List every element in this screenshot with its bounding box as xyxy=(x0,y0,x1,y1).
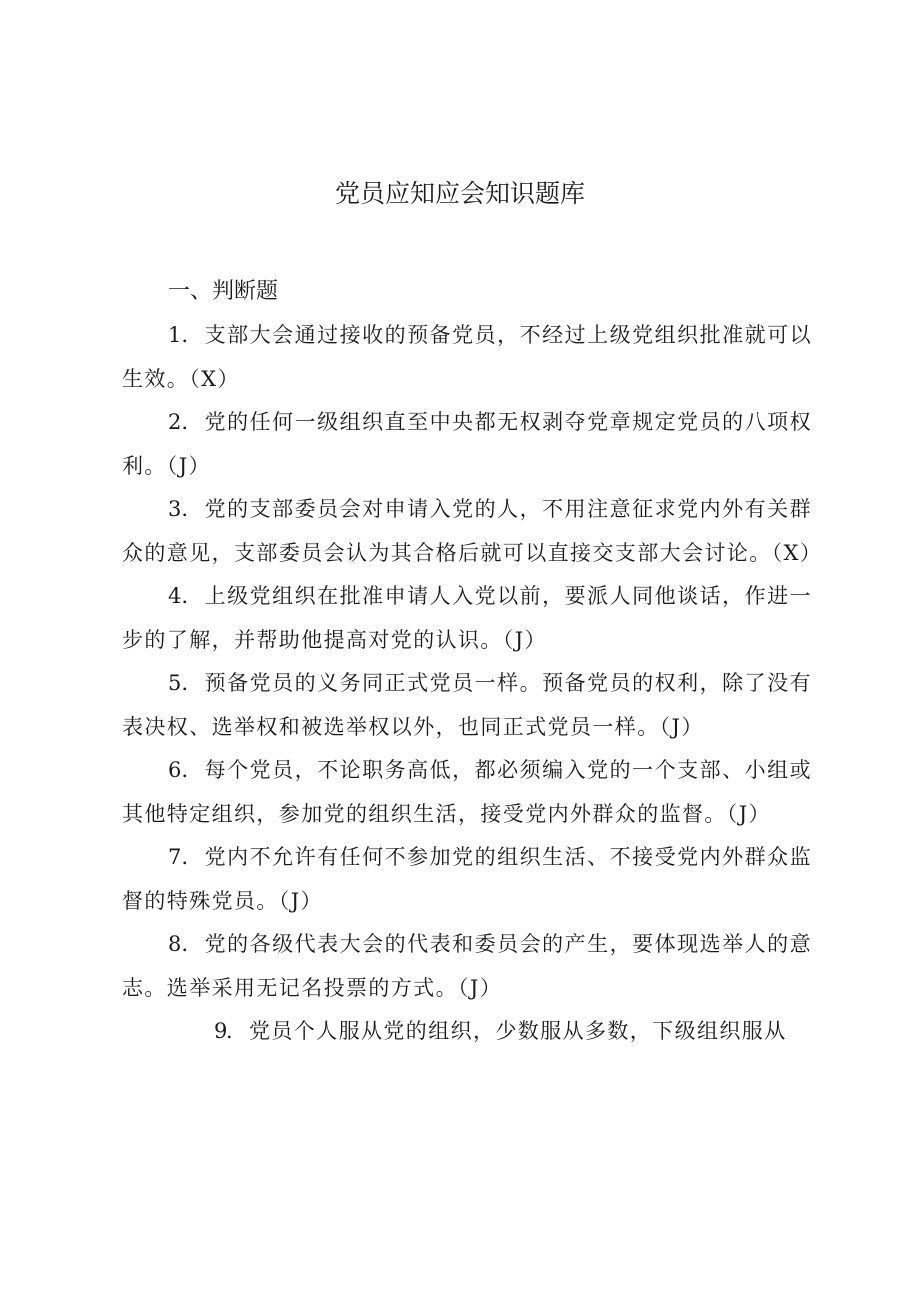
page-title: 党员应知应会知识题库 xyxy=(334,179,585,208)
list-item xyxy=(122,662,812,749)
item-number: 3 xyxy=(168,497,182,521)
item-separator: ． xyxy=(181,758,203,782)
item-number: 8 xyxy=(168,932,182,956)
item-number: 2 xyxy=(168,410,182,434)
item-separator: ． xyxy=(181,845,203,869)
item-text: 党内不允许有任何不参加党的组织生活、不接受党内外群众监督的特殊党员。（J） xyxy=(122,845,812,913)
item-separator: ． xyxy=(181,584,203,608)
list-item xyxy=(122,314,812,401)
item-text: 党的各级代表大会的代表和委员会的产生，要体现选举人的意志。选举采用无记名投票的方式。（J） xyxy=(122,932,812,1000)
item-text: 上级党组织在批准申请人入党以前，要派人同他谈话，作进一步的了解，并帮助他提高对党的认识。（J） xyxy=(122,584,812,652)
item-number: 9 xyxy=(214,1019,228,1043)
list-item xyxy=(122,488,823,575)
item-text: 预备党员的义务同正式党员一样。预备党员的权利，除了没有表决权、选举权和被选举权以外，也同正式党员一样。（J） xyxy=(122,671,812,739)
section-heading: 一、判断题 xyxy=(168,279,279,304)
item-text: 党的支部委员会对申请入党的人，不用注意征求党内外有关群众的意见，支部委员会认为其合格后就可以直接交支部大会讨论。（X） xyxy=(122,497,823,565)
item-number: 1 xyxy=(168,323,182,347)
list-item xyxy=(122,401,812,488)
item-text: 党的任何一级组织直至中央都无权剥夺党章规定党员的八项权利。（J） xyxy=(122,410,812,478)
list-item xyxy=(122,836,812,923)
list-item xyxy=(122,1010,812,1054)
item-separator: ． xyxy=(226,1019,247,1043)
item-text: 党员个人服从党的组织，少数服从多数，下级组织服从 xyxy=(249,1019,787,1043)
item-separator: ． xyxy=(181,932,203,956)
item-text: 支部大会通过接收的预备党员，不经过上级党组织批准就可以生效。（X） xyxy=(122,323,812,391)
item-number: 6 xyxy=(168,758,182,782)
list-item xyxy=(122,749,812,836)
item-number: 4 xyxy=(168,584,182,608)
item-separator: ． xyxy=(181,671,203,695)
list-item xyxy=(122,923,812,1010)
question-list xyxy=(122,314,823,1054)
item-separator: ． xyxy=(181,410,203,434)
item-number: 5 xyxy=(168,671,182,695)
list-item xyxy=(122,575,812,662)
item-text: 每个党员，不论职务高低，都必须编入党的一个支部、小组或其他特定组织，参加党的组织生活，接受党内外群众的监督。（J） xyxy=(122,758,812,826)
item-number: 7 xyxy=(168,845,182,869)
item-separator: ． xyxy=(181,497,203,521)
item-separator: ． xyxy=(181,323,203,347)
